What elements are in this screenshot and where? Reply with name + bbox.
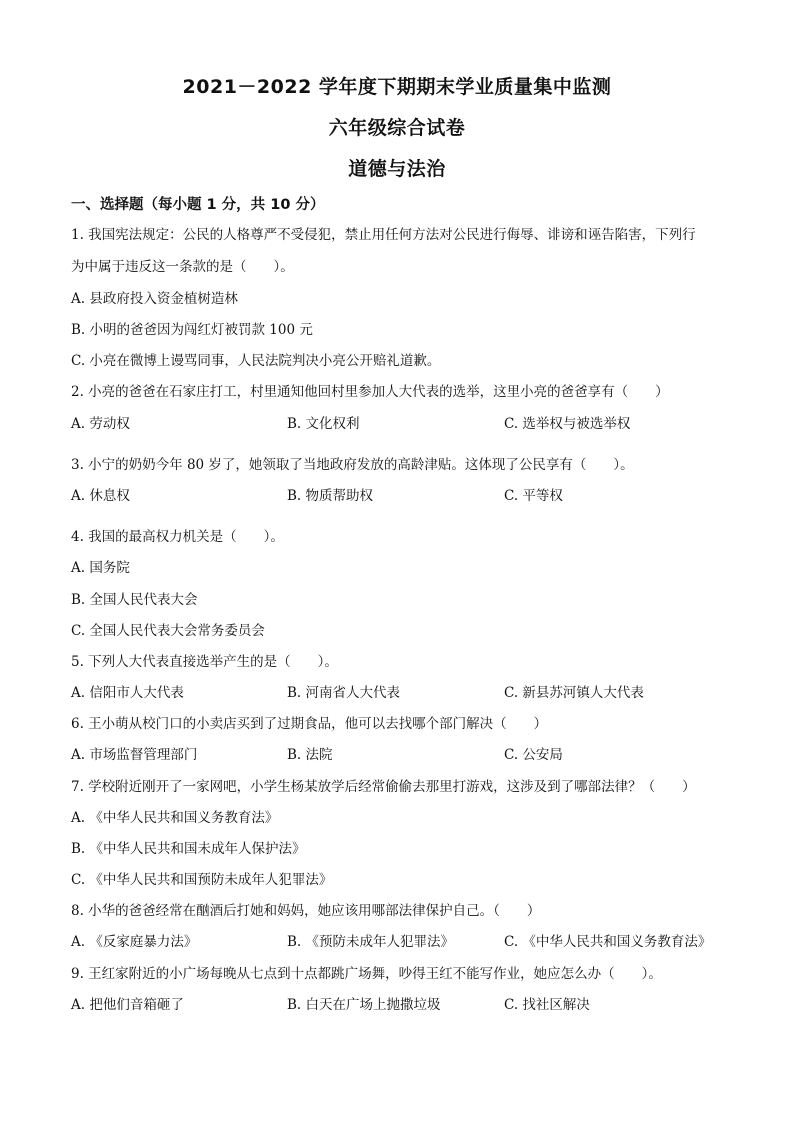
question-9-stem: 9. 王红家附近的小广场每晚从七点到十点都跳广场舞，吵得王红不能写作业，她应怎么办（ ）。 (71, 966, 662, 982)
question-6-option-b: B. 法院 (287, 747, 333, 763)
exam-title: 2021－2022 学年度下期期末学业质量集中监测 (182, 76, 612, 98)
question-2-option-b: B. 文化权利 (287, 416, 360, 432)
question-6-option-a: A. 市场监督管理部门 (71, 747, 198, 763)
question-9-option-b: B. 白天在广场上抛撒垃圾 (287, 997, 441, 1013)
question-3-stem: 3. 小宁的奶奶今年 80 岁了，她领取了当地政府发放的高龄津贴。这体现了公民享有（ ）。 (71, 457, 634, 473)
question-4-option-c: C. 全国人民代表大会常务委员会 (71, 623, 265, 639)
question-3-option-b: B. 物质帮助权 (287, 488, 374, 504)
question-5-option-a: A. 信阳市人大代表 (71, 685, 184, 701)
question-7-option-a: A. 《中华人民共和国义务教育法》 (71, 810, 279, 826)
section-heading: 一、选择题（每小题 1 分，共 10 分） (71, 197, 325, 213)
question-1-stem-line-1: 1. 我国宪法规定：公民的人格尊严不受侵犯，禁止用任何方法对公民进行侮辱、诽谤和诬告陷害，下列行 (71, 227, 696, 243)
question-1-option-b: B. 小明的爸爸因为闯红灯被罚款 100 元 (71, 322, 313, 338)
question-4-option-b: B. 全国人民代表大会 (71, 592, 198, 608)
question-7-stem: 7. 学校附近刚开了一家网吧，小学生杨某放学后经常偷偷去那里打游戏，这涉及到了哪部法律？（ ） (71, 779, 696, 795)
question-8-option-a: A. 《反家庭暴力法》 (71, 934, 198, 950)
question-7-option-c: C. 《中华人民共和国预防未成年人犯罪法》 (71, 872, 333, 888)
question-1-option-c: C. 小亮在微博上谩骂同事，人民法院判决小亮公开赔礼道歉。 (71, 353, 441, 369)
subject-title: 道德与法治 (348, 158, 446, 180)
question-8-option-c: C. 《中华人民共和国义务教育法》 (504, 934, 712, 950)
exam-subtitle: 六年级综合试卷 (328, 117, 466, 139)
question-9-option-c: C. 找社区解决 (504, 997, 590, 1013)
question-8-stem: 8. 小华的爸爸经常在酗酒后打她和妈妈，她应该用哪部法律保护自己。（ ） (71, 903, 541, 919)
question-2-option-a: A. 劳动权 (71, 416, 130, 432)
question-9-option-a: A. 把他们音箱砸了 (71, 997, 184, 1013)
question-4-option-a: A. 国务院 (71, 560, 130, 576)
question-1-stem-line-2: 为中属于违反这一条款的是（ ）。 (71, 259, 294, 275)
question-6-option-c: C. 公安局 (504, 747, 563, 763)
question-7-option-b: B. 《中华人民共和国未成年人保护法》 (71, 841, 306, 857)
question-4-stem: 4. 我国的最高权力机关是（ ）。 (71, 529, 284, 545)
question-5-option-c: C. 新县苏河镇人大代表 (504, 685, 644, 701)
question-3-option-c: C. 平等权 (504, 488, 563, 504)
question-3-option-a: A. 休息权 (71, 488, 130, 504)
question-2-option-c: C. 选举权与被选举权 (504, 416, 631, 432)
question-5-option-b: B. 河南省人大代表 (287, 685, 401, 701)
question-8-option-b: B. 《预防未成年人犯罪法》 (287, 934, 455, 950)
question-2-stem: 2. 小亮的爸爸在石家庄打工，村里通知他回村里参加人大代表的选举，这里小亮的爸爸享有（ ） (71, 384, 669, 400)
question-5-stem: 5. 下列人大代表直接选举产生的是（ ）。 (71, 654, 338, 670)
question-6-stem: 6. 王小萌从校门口的小卖店买到了过期食品，他可以去找哪个部门解决（ ） (71, 716, 548, 732)
question-1-option-a: A. 县政府投入资金植树造林 (71, 291, 238, 307)
